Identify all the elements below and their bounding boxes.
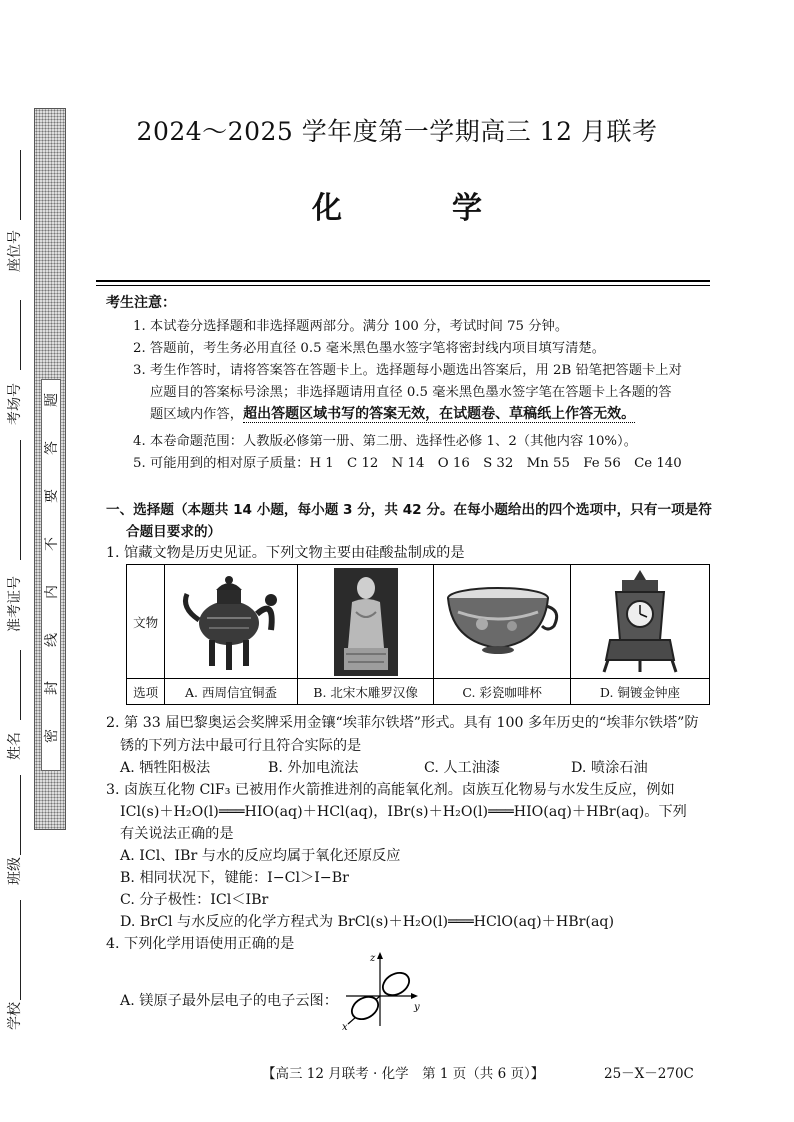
question-3-stem-line3: 有关说法正确的是 [120, 826, 234, 842]
axis-z-label: z [370, 953, 376, 964]
seal-char: 不 [44, 537, 60, 551]
seal-char: 题 [44, 393, 60, 407]
porcelain-coffee-cup-icon [442, 582, 562, 662]
question-2-option-c: C. 人工油漆 [424, 760, 501, 776]
wooden-arhat-statue-icon [334, 568, 398, 676]
bronze-he-vessel-icon [171, 568, 291, 676]
relic-image-a [165, 565, 298, 679]
notice-item-2: 2. 答题前，考生务必用直径 0.5 毫米黑色墨水签字笔将密封线内项目填写清楚。 [133, 341, 606, 356]
admission-number-label: 准考证号 [7, 576, 23, 632]
section-heading: 一、选择题（本题共 14 小题，每小题 3 分，共 42 分。在每小题给出的四个选项中，只有一项是符 [106, 502, 712, 518]
question-3-option-a: A. ICl、IBr 与水的反应均属于氧化还原反应 [120, 848, 401, 864]
question-1-option-b: B. 北宋木雕罗汉像 [297, 679, 434, 705]
name-label: 姓名 [7, 732, 23, 760]
seal-char: 答 [44, 441, 60, 455]
relic-image-c [434, 565, 570, 679]
subject-title: 化 学 [312, 191, 522, 226]
question-2-stem-line2: 锈的下列方法中最可行且符合实际的是 [120, 738, 362, 754]
page-footer: 【高三 12 月联考 · 化学 第 1 页（共 6 页）】 [262, 1066, 545, 1082]
row-label-relic: 文物 [127, 565, 165, 679]
class-label: 班级 [7, 857, 23, 885]
notice-item-5: 5. 可能用到的相对原子质量：H 1 C 12 N 14 O 16 S 32 Mn 55 Fe 56 Ce 140 [133, 456, 682, 471]
school-label: 学校 [7, 1002, 23, 1030]
fill-line [20, 300, 21, 370]
seal-line-box [41, 379, 61, 771]
notice-item-1: 1. 本试卷分选择题和非选择题两部分。满分 100 分，考试时间 75 分钟。 [133, 319, 569, 334]
axis-y-label: y [414, 1002, 420, 1013]
notice-item-3-line3-text: 题区域内作答， [150, 407, 244, 422]
section-heading-line2: 合题目要求的） [126, 524, 222, 540]
exam-room-label: 考场号 [7, 383, 23, 425]
notice-emphasis: 超出答题区域书写的答案无效，在试题卷、草稿纸上作答无效。 [243, 406, 636, 422]
question-2-option-d: D. 喷涂石油 [571, 760, 648, 776]
relic-image-b [297, 565, 434, 679]
fill-line [20, 650, 21, 720]
question-1-option-a: A. 西周信宜铜盉 [165, 679, 298, 705]
seal-char: 内 [44, 585, 60, 599]
seat-number-label: 座位号 [7, 230, 23, 272]
notice-heading: 考生注意： [106, 295, 176, 311]
notice-item-3: 3. 考生作答时，请将答案答在答题卡上。选择题每小题选出答案后，用 2B 铅笔把答题卡上对 [133, 363, 682, 378]
seal-char: 线 [44, 633, 60, 647]
question-2-option-b: B. 外加电流法 [268, 760, 359, 776]
p-orbital-electron-cloud-icon [338, 950, 422, 1032]
paper-code: 25－X－270C [604, 1066, 694, 1082]
divider-thick [96, 280, 710, 282]
fill-line [20, 440, 21, 560]
notice-item-3-line2: 应题目的答案标号涂黑；非选择题请用直径 0.5 毫米黑色墨水签字笔在答题卡上各题的答 [150, 385, 672, 400]
question-2-stem: 2. 第 33 届巴黎奥运会奖牌采用金镶“埃菲尔铁塔”形式。具有 100 多年历史的“埃菲尔铁塔”防 [106, 715, 699, 731]
axis-x-label: x [342, 1022, 348, 1032]
question-3-option-d: D. BrCl 与水反应的化学方程式为 BrCl(s)＋H₂O(l)═══HClO(aq)＋HBr(aq) [120, 914, 615, 930]
seal-char: 密 [44, 729, 60, 743]
fill-line [20, 900, 21, 1000]
question-1-table [126, 564, 710, 705]
notice-item-3-line3 [150, 403, 635, 423]
question-3-stem-line2: ICl(s)＋H₂O(l)═══HIO(aq)＋HCl(aq)，IBr(s)＋H₂O(l)═══HIO(aq)＋HBr(aq)。下列 [120, 804, 687, 820]
exam-title: 2024～2025 学年度第一学期高三 12 月联考 [136, 117, 658, 146]
question-1-stem: 1. 馆藏文物是历史见证。下列文物主要由硅酸盐制成的是 [106, 545, 465, 561]
question-3-stem: 3. 卤族互化物 ClF₃ 已被用作火箭推进剂的高能氧化剂。卤族互化物易与水发生反应，例如 [106, 782, 675, 798]
row-label-option: 选项 [127, 679, 165, 705]
question-4-option-a: A. 镁原子最外层电子的电子云图： [120, 993, 338, 1009]
question-1-option-d: D. 铜镀金钟座 [570, 679, 709, 705]
notice-item-4: 4. 本卷命题范围：人教版必修第一册、第二册、选择性必修 1、2（其他内容 10%）。 [133, 434, 637, 449]
question-3-option-b: B. 相同状况下，键能：I−Cl＞I−Br [120, 870, 349, 886]
question-4-stem: 4. 下列化学用语使用正确的是 [106, 936, 295, 952]
gilt-bronze-clock-icon [600, 568, 680, 676]
seal-char: 要 [44, 489, 60, 503]
relic-image-d [570, 565, 709, 679]
question-2-option-a: A. 牺牲阳极法 [120, 760, 211, 776]
seal-char: 封 [44, 681, 60, 695]
question-1-option-c: C. 彩瓷咖啡杯 [434, 679, 570, 705]
question-3-option-c: C. 分子极性：ICl＜IBr [120, 892, 269, 908]
divider-thin [96, 285, 710, 286]
fill-line [20, 775, 21, 855]
